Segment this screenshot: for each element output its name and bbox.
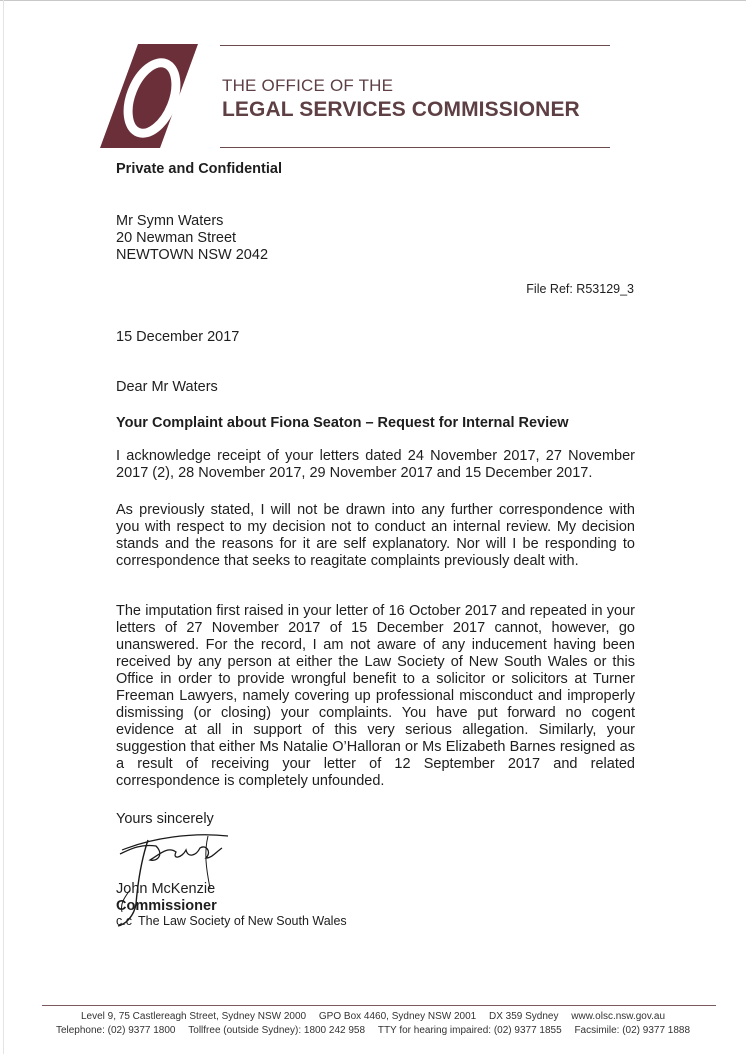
- footer-telephone: Telephone: (02) 9377 1800: [55, 1025, 176, 1036]
- footer-website: www.olsc.nsw.gov.au: [571, 1011, 666, 1022]
- footer-line1: [0, 1011, 746, 1022]
- footer-address: Level 9, 75 Castlereagh Street, Sydney NSW 2000: [80, 1011, 307, 1022]
- footer-rule: [42, 1005, 716, 1006]
- footer-dx: DX 359 Sydney: [488, 1011, 559, 1022]
- letterhead-top-rule: [220, 45, 610, 46]
- footer-line2: [0, 1025, 746, 1036]
- page-top-edge: [0, 0, 746, 1]
- footer-tty: TTY for hearing impaired: (02) 9377 1855: [377, 1025, 562, 1036]
- recipient-address-block: [116, 213, 268, 264]
- closing: Yours sincerely: [116, 811, 214, 827]
- signatory-name: John McKenzie: [116, 881, 216, 897]
- letter-date: 15 December 2017: [116, 329, 240, 345]
- page-left-edge: [3, 0, 4, 1054]
- file-reference: File Ref: R53129_3: [526, 282, 634, 296]
- footer-facsimile: Facsimile: (02) 9377 1888: [574, 1025, 691, 1036]
- recipient-name: Mr Symn Waters: [116, 213, 224, 229]
- classification-heading: Private and Confidential: [116, 161, 282, 177]
- recipient-locality: NEWTOWN NSW 2042: [116, 247, 269, 263]
- org-name-line1: THE OFFICE OF THE: [222, 76, 394, 95]
- footer-tollfree: Tollfree (outside Sydney): 1800 242 958: [188, 1025, 366, 1036]
- signatory-title: Commissioner: [116, 898, 217, 914]
- letterhead-bottom-rule: [220, 147, 610, 148]
- salutation: Dear Mr Waters: [116, 379, 218, 395]
- cc-label: c.c: [116, 914, 132, 928]
- org-name-line2: LEGAL SERVICES COMMISSIONER: [222, 98, 580, 121]
- subject-line: Your Complaint about Fiona Seaton – Request for Internal Review: [116, 415, 569, 431]
- footer-po-box: GPO Box 4460, Sydney NSW 2001: [318, 1011, 477, 1022]
- body-paragraph-1: I acknowledge receipt of your letters dated 24 November 2017, 27 November 2017 (2), 28 November 2017, 29 November 2017 and 15 December 2017.: [116, 448, 635, 481]
- body-paragraph-3: The imputation first raised in your letter of 16 October 2017 and repeated in your letters of 27 November 2017 of 15 December 2017 cannot, however, go unanswered. For the record, I am not aware of any inducement having been received by any person at either the Law Society of New South Wales or this Office in order to provide wrongful benefit to a solicitor or solicitors at Turner Freeman Lawyers, namely covering up professional misconduct and improperly dismissing (or closing) your complaints. You have put forward no cogent evidence at all in support of this very serious allegation. Similarly, your suggestion that either Ms Natalie O’Halloran or Ms Elizabeth Barnes resigned as a result of receiving your letter of 12 September 2017 and related correspondence is completely unfounded.: [116, 603, 635, 789]
- cc-recipient: The Law Society of New South Wales: [137, 914, 347, 928]
- body-paragraph-2: As previously stated, I will not be drawn into any further correspondence with you with respect to my decision not to conduct an internal review. My decision stands and the reasons for it are self explanatory. Nor will I be responding to correspondence that seeks to reagitate complaints previously dealt with.: [116, 502, 635, 569]
- cc-line: [116, 914, 353, 928]
- olsc-logo-icon: [100, 44, 198, 148]
- recipient-street: 20 Newman Street: [116, 230, 237, 246]
